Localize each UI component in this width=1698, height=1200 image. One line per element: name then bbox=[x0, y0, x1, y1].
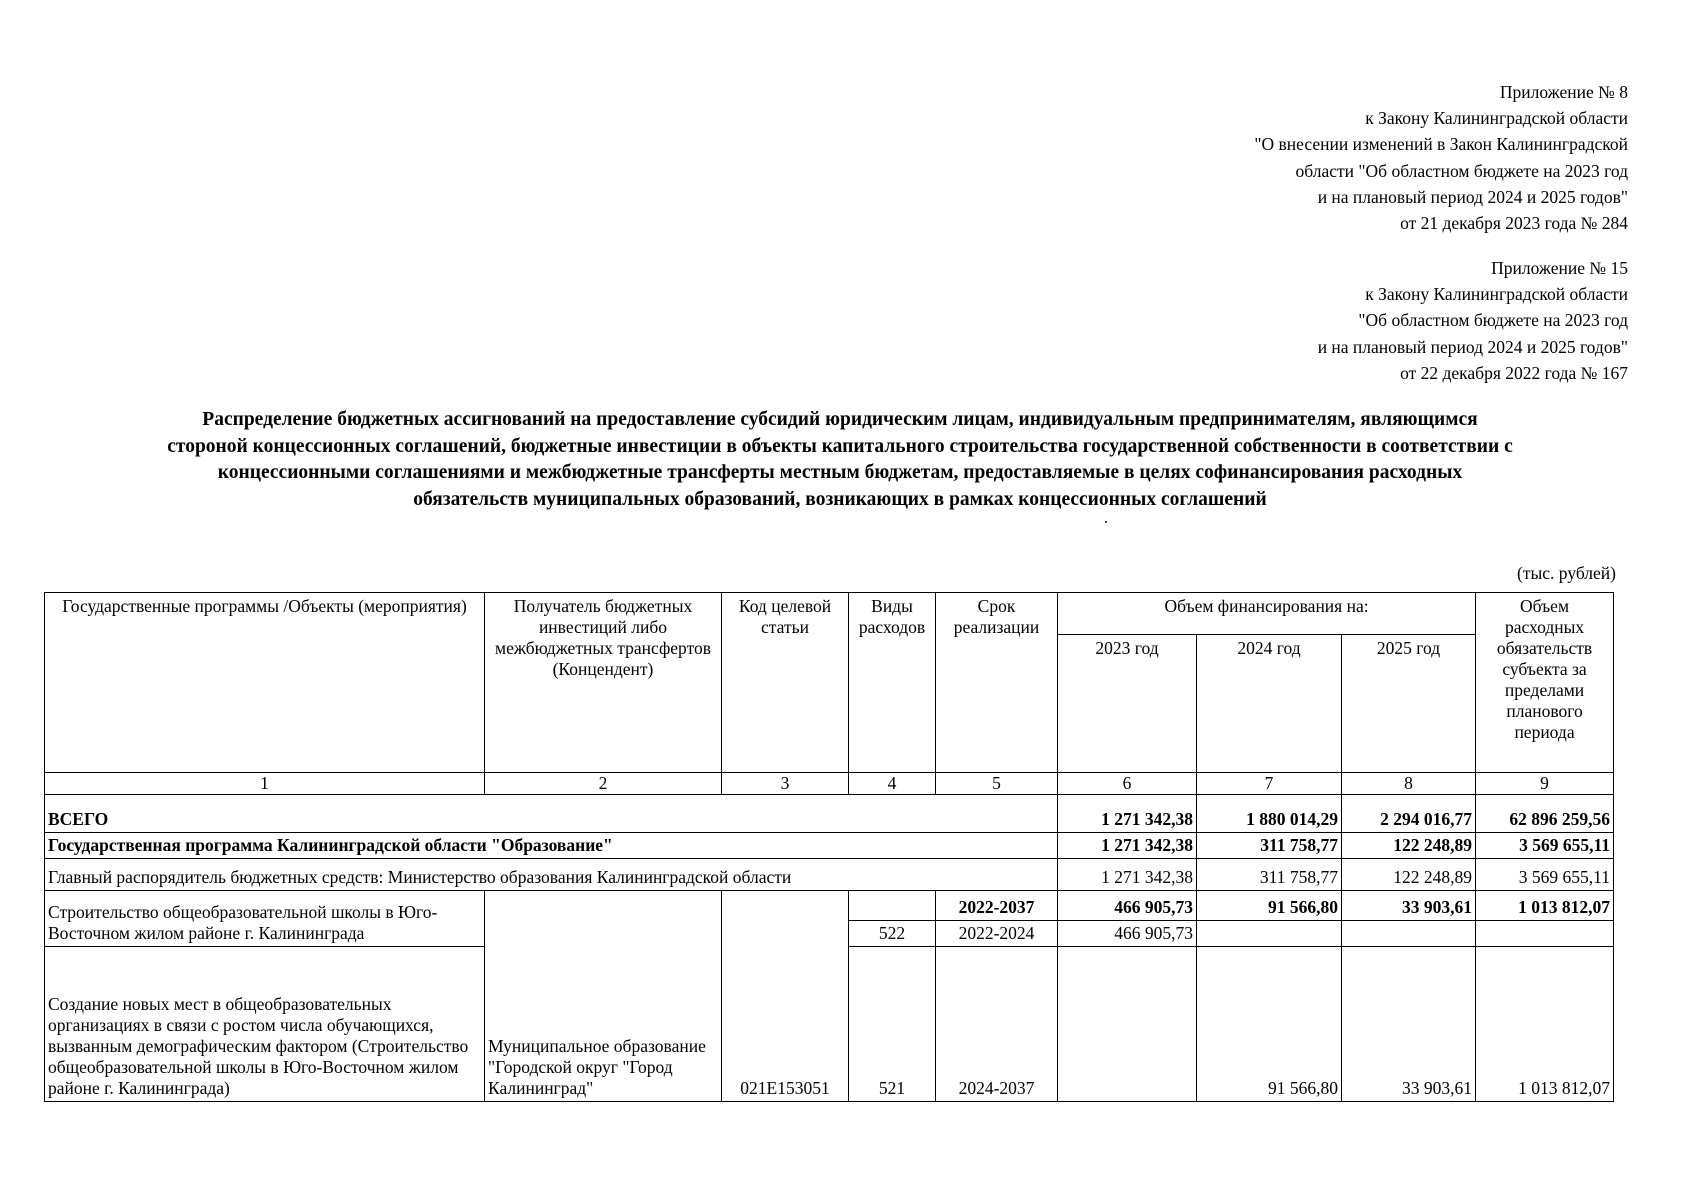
col-number: 2 bbox=[485, 773, 722, 795]
appendix-current-line: "О внесении изменений в Закон Калининградской bbox=[1254, 134, 1628, 155]
manager-row bbox=[45, 859, 1614, 891]
sub2-2024: 91 566,80 bbox=[1197, 947, 1342, 1102]
sub2-2025: 33 903,61 bbox=[1342, 947, 1476, 1102]
title-line: концессионными соглашениями и межбюджетные трансферты местным бюджетам, предоставляемые в целях софинансирования расходных bbox=[217, 462, 1463, 484]
manager-2025: 122 248,89 bbox=[1342, 859, 1476, 891]
object-recipient: Муниципальное образование "Городской округ "Город Калининград" bbox=[485, 891, 722, 1102]
title-line: обязательств муниципальных образований, возникающих в рамках концессионных соглашений bbox=[413, 489, 1267, 511]
object-2024: 91 566,80 bbox=[1197, 891, 1342, 921]
header-recipient: Получатель бюджетных инвестиций либо межбюджетных трансфертов (Концендент) bbox=[485, 593, 722, 773]
sub2-period: 2024-2037 bbox=[936, 947, 1058, 1102]
object-period: 2022-2037 bbox=[936, 891, 1058, 921]
sub1-beyond-empty bbox=[1476, 921, 1614, 947]
header-program: Государственные программы /Объекты (мероприятия) bbox=[45, 593, 485, 773]
units-label: (тыс. рублей) bbox=[1517, 563, 1616, 583]
header-financing: Объем финансирования на: bbox=[1058, 593, 1476, 635]
program-2023: 1 271 342,38 bbox=[1058, 833, 1197, 859]
sub1-2024-empty bbox=[1197, 921, 1342, 947]
appendix-original-line: и на плановый период 2024 и 2025 годов" bbox=[1317, 336, 1628, 357]
program-2024: 311 758,77 bbox=[1197, 833, 1342, 859]
object-code: 021E153051 bbox=[722, 891, 849, 1102]
object-expense-empty bbox=[849, 891, 936, 921]
sub2-2023-empty bbox=[1058, 947, 1197, 1102]
appendix-original-line: к Закону Калининградской области bbox=[1365, 284, 1628, 305]
title-line: стороной концессионных соглашений, бюджетные инвестиции в объекты капитального строительства государственной собственности в соответствии с bbox=[167, 435, 1513, 457]
total-2025: 2 294 016,77 bbox=[1342, 795, 1476, 833]
program-2025: 122 248,89 bbox=[1342, 833, 1476, 859]
object-label: Строительство общеобразовательной школы в Юго-Восточном жилом районе г. Калининграда bbox=[45, 891, 485, 947]
appendix-current-line: Приложение № 8 bbox=[1499, 82, 1628, 102]
sub1-2025-empty bbox=[1342, 921, 1476, 947]
header-y2025: 2025 год bbox=[1342, 635, 1476, 773]
total-2024: 1 880 014,29 bbox=[1197, 795, 1342, 833]
manager-2024: 311 758,77 bbox=[1197, 859, 1342, 891]
sub2-label: Создание новых мест в общеобразовательных организациях в связи с ростом числа обучающихся, вызванным демографическим фактором (Строительство общеобразовательной школы в Юго-Восточном жилом районе г. Калининграда) bbox=[45, 947, 485, 1102]
object-2025: 33 903,61 bbox=[1342, 891, 1476, 921]
program-label: Государственная программа Калининградской области "Образование" bbox=[45, 833, 1058, 859]
col-number: 7 bbox=[1197, 773, 1342, 795]
total-label: ВСЕГО bbox=[45, 795, 1058, 833]
sub2-expense-type: 521 bbox=[849, 947, 936, 1102]
col-number: 3 bbox=[722, 773, 849, 795]
sub2-beyond: 1 013 812,07 bbox=[1476, 947, 1614, 1102]
header-expense-type: Виды расходов bbox=[849, 593, 936, 773]
sub1-expense-type: 522 bbox=[849, 921, 936, 947]
manager-beyond: 3 569 655,11 bbox=[1476, 859, 1614, 891]
object-row bbox=[45, 891, 1614, 921]
col-number: 9 bbox=[1476, 773, 1614, 795]
total-beyond: 62 896 259,56 bbox=[1476, 795, 1614, 833]
column-numbers-row bbox=[45, 773, 1614, 795]
program-row bbox=[45, 833, 1614, 859]
appendix-original-line: от 22 декабря 2022 года № 167 bbox=[1400, 362, 1628, 383]
appendix-original bbox=[1318, 255, 1628, 386]
appendix-current bbox=[1254, 79, 1628, 236]
appendix-current-line: к Закону Калининградской области bbox=[1365, 108, 1628, 129]
appendix-current-line: и на плановый период 2024 и 2025 годов" bbox=[1317, 186, 1628, 207]
scan-dot bbox=[1105, 521, 1107, 523]
col-number: 6 bbox=[1058, 773, 1197, 795]
appendix-current-line: от 21 декабря 2023 года № 284 bbox=[1400, 213, 1628, 234]
manager-2023: 1 271 342,38 bbox=[1058, 859, 1197, 891]
appendix-current-line: области "Об областном бюджете на 2023 год bbox=[1295, 160, 1628, 181]
manager-label: Главный распорядитель бюджетных средств: Министерство образования Калининградской области bbox=[45, 859, 1058, 891]
col-number: 4 bbox=[849, 773, 936, 795]
object-2023: 466 905,73 bbox=[1058, 891, 1197, 921]
header-row bbox=[45, 593, 1614, 635]
header-period: Срок реализации bbox=[936, 593, 1058, 773]
header-y2024: 2024 год bbox=[1197, 635, 1342, 773]
appendix-original-line: Приложение № 15 bbox=[1491, 258, 1628, 278]
header-code: Код целевой статьи bbox=[722, 593, 849, 773]
program-beyond: 3 569 655,11 bbox=[1476, 833, 1614, 859]
total-2023: 1 271 342,38 bbox=[1058, 795, 1197, 833]
header-y2023: 2023 год bbox=[1058, 635, 1197, 773]
total-row bbox=[45, 795, 1614, 833]
appendix-original-line: "Об областном бюджете на 2023 год bbox=[1358, 310, 1628, 331]
document-title bbox=[40, 407, 1640, 514]
col-number: 8 bbox=[1342, 773, 1476, 795]
title-line: Распределение бюджетных ассигнований на предоставление субсидий юридическим лицам, индивидуальным предпринимателям, являющимся bbox=[202, 409, 1478, 430]
col-number: 1 bbox=[45, 773, 485, 795]
object-beyond: 1 013 812,07 bbox=[1476, 891, 1614, 921]
budget-table bbox=[44, 592, 1614, 1102]
col-number: 5 bbox=[936, 773, 1058, 795]
sub1-period: 2022-2024 bbox=[936, 921, 1058, 947]
sub1-2023: 466 905,73 bbox=[1058, 921, 1197, 947]
header-beyond: Объем расходных обязательств субъекта за пределами планового периода bbox=[1476, 593, 1614, 773]
